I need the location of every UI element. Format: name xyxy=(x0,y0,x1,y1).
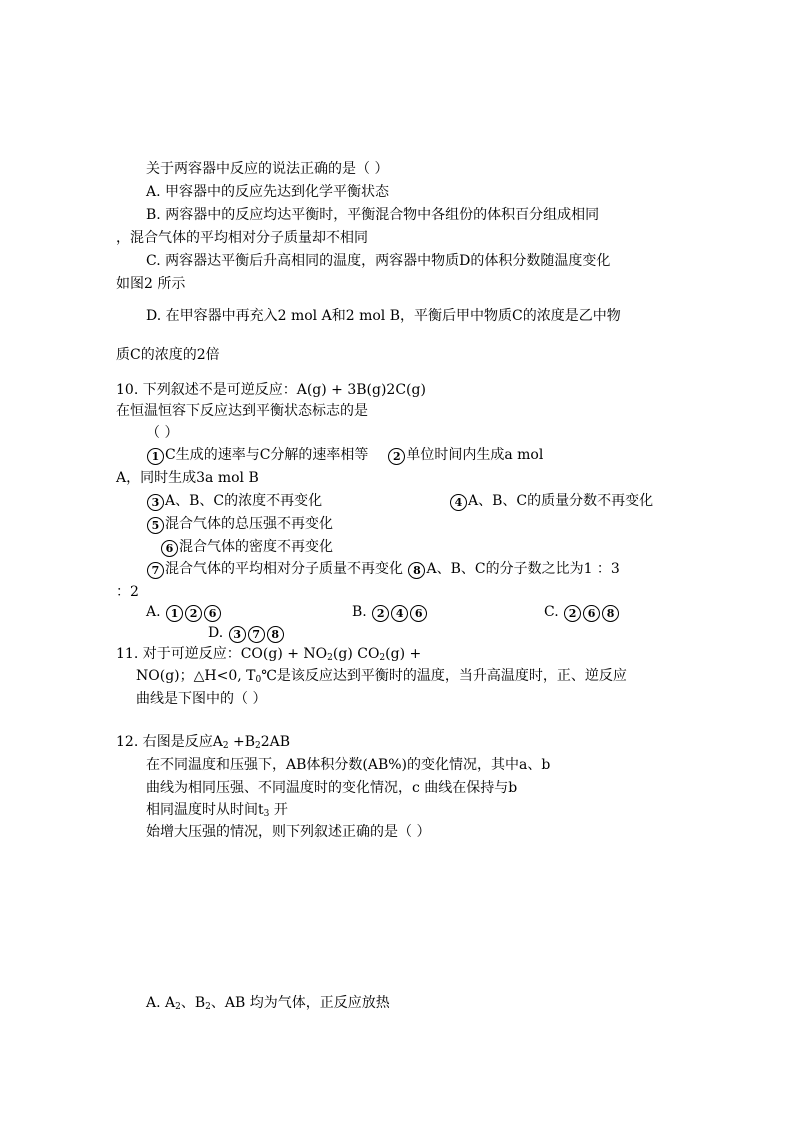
q10-stem-line2: 在恒温恒容下反应达到平衡状态标志的是 xyxy=(116,403,368,419)
q12-line5: 始增大压强的情况，则下列叙述正确的是（ ） xyxy=(146,824,431,840)
circled-number: 3 xyxy=(229,626,246,643)
circled-number: 8 xyxy=(267,626,284,643)
circled-number-1: 1 xyxy=(147,448,164,465)
subscript: 2 xyxy=(222,741,229,751)
statement-text: A、B、C的质量分数不再变化 xyxy=(468,493,654,509)
q10-statement-2-cont: A，同时生成3a mol B xyxy=(116,470,259,486)
text: (g) + xyxy=(385,646,422,662)
option-letter: A. xyxy=(146,604,161,620)
q10-statement-7-8 xyxy=(146,560,620,579)
q10-statement-6 xyxy=(160,538,333,557)
text: 相同温度时从时间t xyxy=(146,802,264,818)
text: NO(g)；△H<0, T xyxy=(136,668,256,684)
subscript: 2 xyxy=(327,653,333,663)
circled-number: 6 xyxy=(583,605,600,622)
q9-option-c-line1: C. 两容器达平衡后升高相同的温度，两容器中物质D的体积分数随温度变化 xyxy=(146,253,611,269)
circled-number: 2 xyxy=(564,605,581,622)
statement-text: A、B、C的分子数之比为1 ：3 xyxy=(426,561,620,577)
q11-line1 xyxy=(116,645,421,667)
text: 12. 右图是反应A xyxy=(116,734,223,750)
q10-statement-1 xyxy=(146,446,543,465)
circled-number-6: 6 xyxy=(161,540,178,557)
q10-statement-4 xyxy=(449,492,653,511)
q12-line4 xyxy=(146,801,288,823)
q11-line3: 曲线是下图中的（ ） xyxy=(136,691,267,707)
q9-option-b-line1: B. 两容器中的反应均达平衡时，平衡混合物中各组份的体积百分组成相同 xyxy=(146,207,600,223)
text: ℃是该反应达到平衡时的温度，当升高温度时，正、逆反应 xyxy=(261,668,627,684)
q10-option-d xyxy=(208,624,285,643)
circled-number: 8 xyxy=(602,605,619,622)
statement-text: C生成的速率与C分解的速率相等 xyxy=(165,447,369,463)
circled-number-7: 7 xyxy=(147,562,164,579)
circled-number: 2 xyxy=(185,605,202,622)
circled-number: 2 xyxy=(372,605,389,622)
circled-number-8: 8 xyxy=(408,562,425,579)
circled-number-3: 3 xyxy=(147,494,164,511)
statement-text: 混合气体的平均相对分子质量不再变化 xyxy=(165,561,403,577)
q10-statement-8-cont: ：2 xyxy=(116,584,139,600)
statement-text: 混合气体的总压强不再变化 xyxy=(165,516,333,532)
text: 、AB 均为气体，正反应放热 xyxy=(210,995,390,1011)
q9-option-d-line1: D. 在甲容器中再充入2 mol A和2 mol B，平衡后甲中物质C的浓度是乙中物 xyxy=(146,308,621,324)
q10-option-c xyxy=(544,603,620,622)
circled-number-2: 2 xyxy=(388,448,405,465)
q10-option-a xyxy=(146,603,222,622)
statement-text: 混合气体的密度不再变化 xyxy=(179,539,333,555)
text: +B xyxy=(228,734,256,750)
q10-statement-5 xyxy=(146,515,333,534)
circled-number: 6 xyxy=(410,605,427,622)
q12-line1 xyxy=(116,733,290,755)
q9-option-a: A. 甲容器中的反应先达到化学平衡状态 xyxy=(146,184,390,200)
text: 2AB xyxy=(260,734,291,750)
circled-number: 1 xyxy=(166,605,183,622)
subscript: 2 xyxy=(255,741,261,751)
subscript: 2 xyxy=(175,1002,181,1012)
circled-number: 6 xyxy=(204,605,221,622)
subscript: 3 xyxy=(263,809,270,819)
statement-text: A、B、C的浓度不再变化 xyxy=(165,493,323,509)
circled-number: 7 xyxy=(248,626,265,643)
subscript: 2 xyxy=(379,653,386,663)
subscript: 2 xyxy=(205,1002,211,1012)
circled-number: 4 xyxy=(391,605,408,622)
q12-line3: 曲线为相同压强、不同温度时的变化情况，c 曲线在保持与b xyxy=(146,780,518,796)
text: A. A xyxy=(146,995,176,1011)
circled-number-5: 5 xyxy=(147,517,164,534)
text: 开 xyxy=(269,802,288,818)
statement-text: 单位时间内生成a mol xyxy=(406,447,544,463)
q10-statement-3 xyxy=(146,492,322,511)
option-letter: B. xyxy=(352,604,367,620)
q10-stem-line1: 10. 下列叙述不是可逆反应：A(g) + 3B(g)2C(g) xyxy=(116,382,426,398)
q12-line2: 在不同温度和压强下，AB体积分数(AB%)的变化情况，其中a、b xyxy=(146,757,551,773)
q12-option-a xyxy=(146,994,390,1016)
text: (g) CO xyxy=(332,646,380,662)
option-letter: C. xyxy=(544,604,559,620)
q9-option-d-line2: 质C的浓度的2倍 xyxy=(116,347,220,363)
subscript: 0 xyxy=(255,675,262,685)
q10-answer-paren: （ ） xyxy=(146,425,179,441)
q10-option-b xyxy=(352,603,428,622)
q9-stem: 关于两容器中反应的说法正确的是（ ） xyxy=(146,161,389,177)
option-letter: D. xyxy=(208,625,224,641)
circled-number-4: 4 xyxy=(450,494,467,511)
q9-option-b-line2: ，混合气体的平均相对分子质量却不相同 xyxy=(116,230,368,246)
q11-line2 xyxy=(136,667,627,689)
text: 、B xyxy=(180,995,206,1011)
text: 11. 对于可逆反应：CO(g) + NO xyxy=(116,646,328,662)
q9-option-c-line2: 如图2 所示 xyxy=(116,276,186,292)
